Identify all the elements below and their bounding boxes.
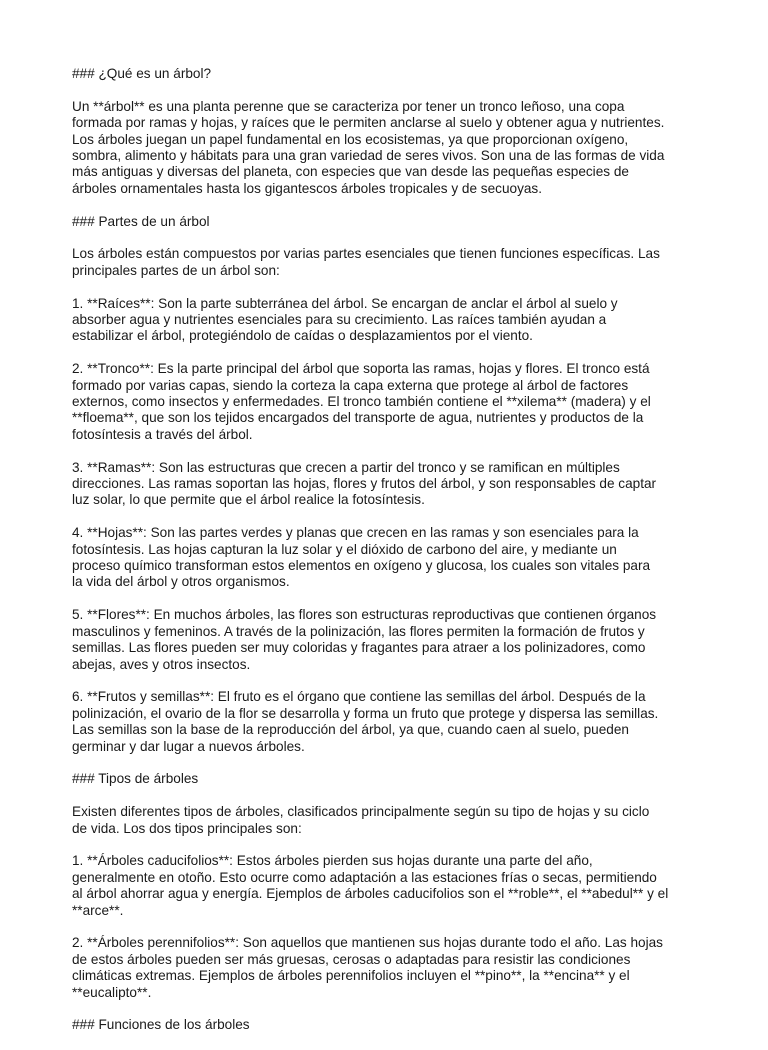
list-item-raices: 1. **Raíces**: Son la parte subterránea del árbol. Se encargan de anclar el árbol al suelo y absorber agua y nutrientes esenciales para su crecimiento. Las raíces también ayudan a estabilizar el árbol, protegiéndolo de caídas o desplazamientos por el viento. [72,295,618,344]
list-item-caducifolios: 1. **Árboles caducifolios**: Estos árboles pierden sus hojas durante una parte del año, generalmente en otoño. Esto ocurre como adaptación a las estaciones frías o secas, permitiendo al árbol ahorrar agua y energía. Ejemplos de árboles caducifolios son el **roble**, el **abedul** y el **arce**. [72,853,669,918]
types-intro-paragraph: Existen diferentes tipos de árboles, clasificados principalmente según su tipo de hojas y su ciclo de vida. Los dos tipos principales son: [72,804,650,836]
heading-partes-de-un-arbol: ### Partes de un árbol [72,213,210,229]
document-page [72,66,700,1050]
list-item-perennifolios: 2. **Árboles perennifolios**: Son aquellos que mantienen sus hojas durante todo el año. Las hojas de estos árboles pueden ser más gruesas, cerosas o adaptadas para resistir las condiciones climáticas extremas. Ejemplos de árboles perennifolios incluyen el **pino**, la **encina** y el **eucalipto**. [72,935,663,1000]
list-item-ramas: 3. **Ramas**: Son las estructuras que crecen a partir del tronco y se ramifican en múltiples direcciones. Las ramas soportan las hojas, flores y frutos del árbol, y son responsables de captar luz solar, lo que permite que el árbol realice la fotosíntesis. [72,459,657,508]
list-item-tronco: 2. **Tronco**: Es la parte principal del árbol que soporta las ramas, hojas y flores. El tronco está formado por varias capas, siendo la corteza la capa externa que protege al árbol de factores externos, como insectos y enfermedades. El tronco también contiene el **xilema** (madera) y el **floema**, que son los tejidos encargados del transporte de agua, nutrientes y productos de la fotosíntesis a través del árbol. [72,361,651,442]
heading-que-es-un-arbol: ### ¿Qué es un árbol? [72,66,212,81]
heading-tipos-de-arboles: ### Tipos de árboles [72,771,199,787]
list-item-flores: 5. **Flores**: En muchos árboles, las flores son estructuras reproductivas que contienen órganos masculinos y femeninos. A través de la polinización, las flores permiten la formación de frutos y semillas. Las flores pueden ser muy coloridas y fragantes para atraer a los polinizadores, como abejas, aves y otros insectos. [72,607,657,672]
intro-paragraph: Un **árbol** es una planta perenne que se caracteriza por tener un tronco leñoso, una copa formada por ramas y hojas, y raíces que le permiten anclarse al suelo y obtener agua y nutrientes. Los árboles juegan un papel fundamental en los ecosistemas, ya que proporcionan oxígeno, sombra, alimento y hábitats para una gran variedad de seres vivos. Son una de las formas de vida más antiguas y diversas del planeta, con especies que van desde las pequeñas especies de árboles ornamentales hasta los gigantescos árboles tropicales y de secuoyas. [72,98,665,196]
list-item-frutos-y-semillas: 6. **Frutos y semillas**: El fruto es el órgano que contiene las semillas del árbol. Después de la polinización, el ovario de la flor se desarrolla y forma un fruto que protege y dispersa las semillas. Las semillas son la base de la reproducción del árbol, ya que, cuando caen al suelo, pueden germinar y dar lugar a nuevos árboles. [72,689,659,754]
list-item-hojas: 4. **Hojas**: Son las partes verdes y planas que crecen en las ramas y son esenciales para la fotosíntesis. Las hojas capturan la luz solar y el dióxido de carbono del aire, y mediante un proceso químico transforman estos elementos en oxígeno y glucosa, los cuales son vitales para la vida del árbol y otros organismos. [72,525,651,590]
heading-funciones-de-los-arboles: ### Funciones de los árboles [72,1017,250,1033]
parts-intro-paragraph: Los árboles están compuestos por varias partes esenciales que tienen funciones específicas. Las principales partes de un árbol son: [72,246,660,278]
